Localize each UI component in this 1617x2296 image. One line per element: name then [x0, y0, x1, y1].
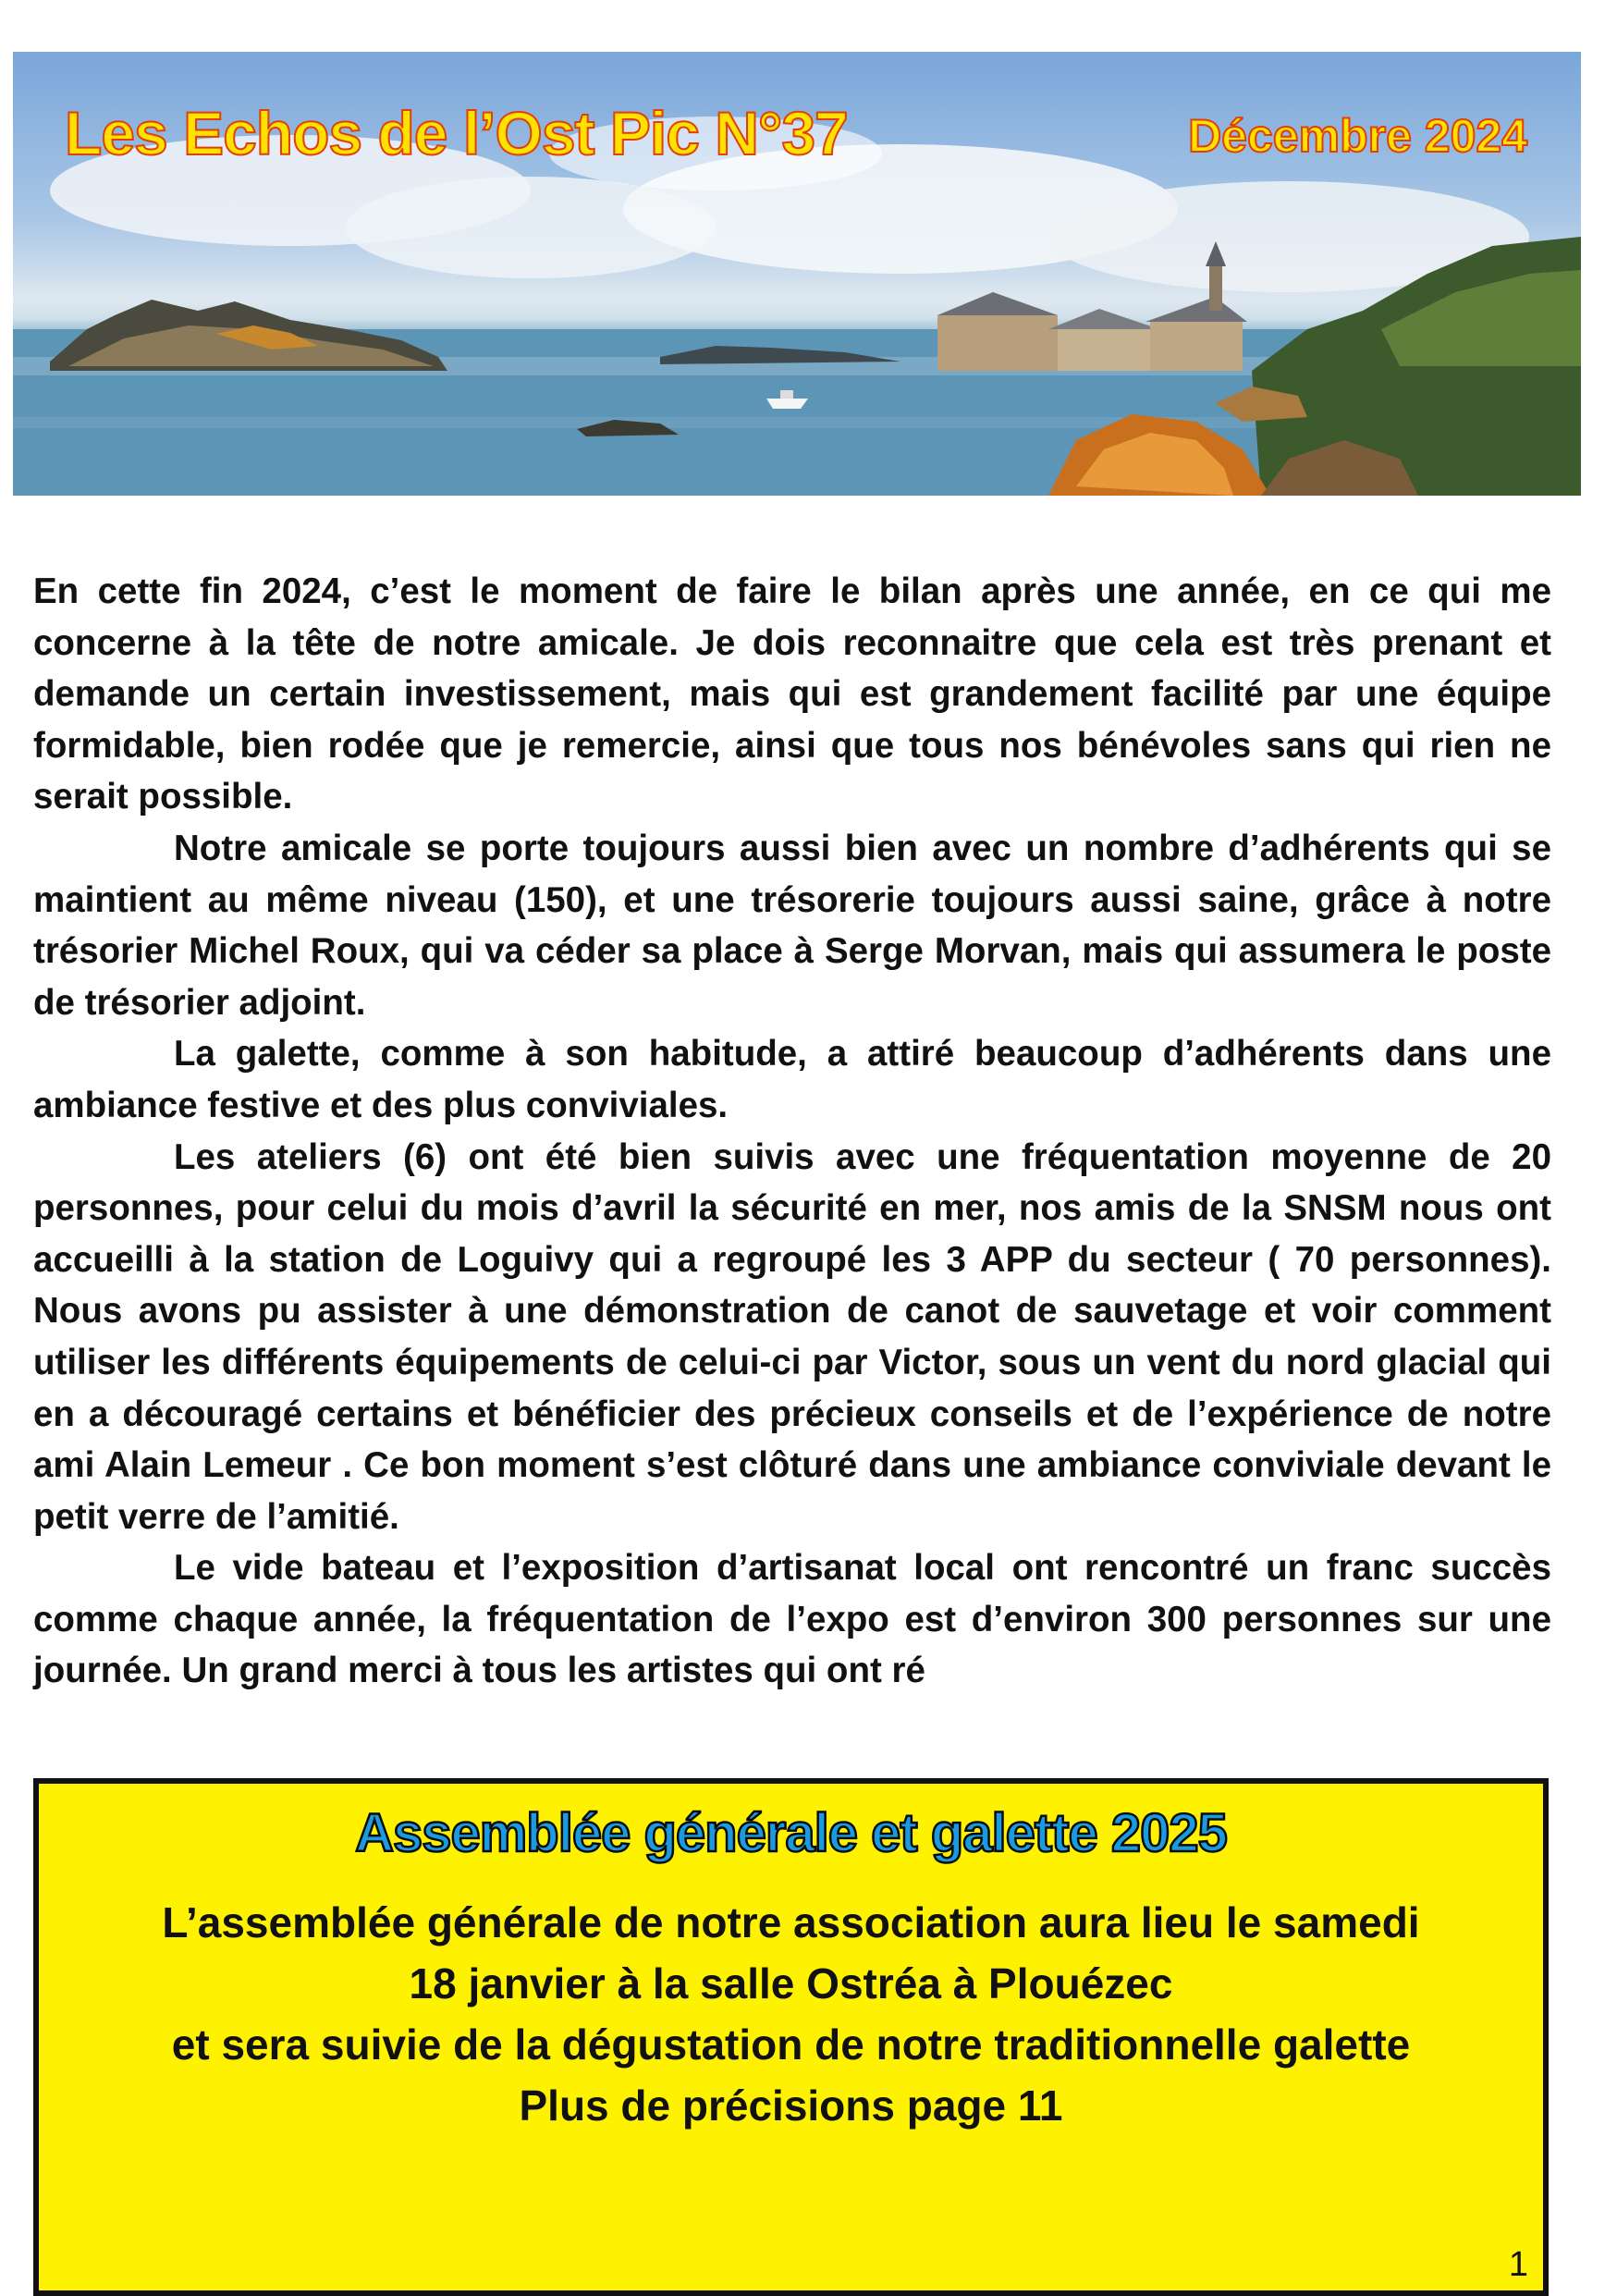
- article-paragraph: La galette, comme à son habitude, a attiré beaucoup d’adhérents dans une ambiance festive et des plus conviviales.: [33, 1034, 1551, 1125]
- announcement-line: 18 janvier à la salle Ostréa à Plouézec: [409, 1959, 1173, 2007]
- page-number: 1: [1508, 2245, 1528, 2284]
- article-paragraph: Les ateliers (6) ont été bien suivis avec une fréquentation moyenne de 20 personnes, pour celui du mois d’avril la sécurité en mer, nos amis de la SNSM nous ont accueilli à la station de Loguivy qui a regroupé les 3 APP du secteur ( 70 personnes). Nous avons pu assister à une démonstration de canot de sauvetage et voir comment utiliser les différents équipements de celui-ci par Victor, sous un vent du nord glacial qui en a découragé certains et bénéficier des précieux conseils et de l’expérience de notre ami Alain Lemeur . Ce bon moment s’est clôturé dans une ambiance conviviale devant le petit verre de l’amitié.: [33, 1136, 1551, 1537]
- article-paragraph: Notre amicale se porte toujours aussi bien avec un nombre d’adhérents qui se maintient au même niveau (150), et une trésorerie toujours aussi saine, grâce à notre trésorier Michel Roux, qui va céder sa place à Serge Morvan, mais qui assumera le poste de trésorier adjoint.: [33, 828, 1551, 1023]
- header-banner-photo: [13, 52, 1581, 496]
- newsletter-title: Les Echos de l’Ost Pic N°37: [65, 99, 848, 167]
- announcement-title: Assemblée générale et galette 2025: [355, 1803, 1227, 1863]
- announcement-line: Plus de précisions page 11: [519, 2081, 1063, 2130]
- announcement-body: [39, 1892, 1543, 2136]
- article-paragraph: En cette fin 2024, c’est le moment de faire le bilan après une année, en ce qui me concerne à la tête de notre amicale. Je dois reconnaitre que cela est très prenant et demande un certain investissement, mais qui est grandement facilité par une équipe formidable, bien rodée que je remercie, ainsi que tous nos bénévoles sans qui rien ne serait possible.: [33, 571, 1551, 817]
- announcement-line: et sera suivie de la dégustation de notre traditionnelle galette: [171, 2020, 1411, 2069]
- announcement-box: [33, 1778, 1549, 2296]
- announcement-line: L’assemblée générale de notre association aura lieu le samedi: [162, 1898, 1420, 1946]
- editorial-article: [33, 566, 1551, 1697]
- issue-date: Décembre 2024: [1188, 110, 1527, 162]
- article-paragraph: Le vide bateau et l’exposition d’artisanat local ont rencontré un franc succès comme chaque année, la fréquentation de l’expo est d’environ 300 personnes sur une journée. Un grand merci à tous les artistes qui ont ré: [33, 1548, 1551, 1691]
